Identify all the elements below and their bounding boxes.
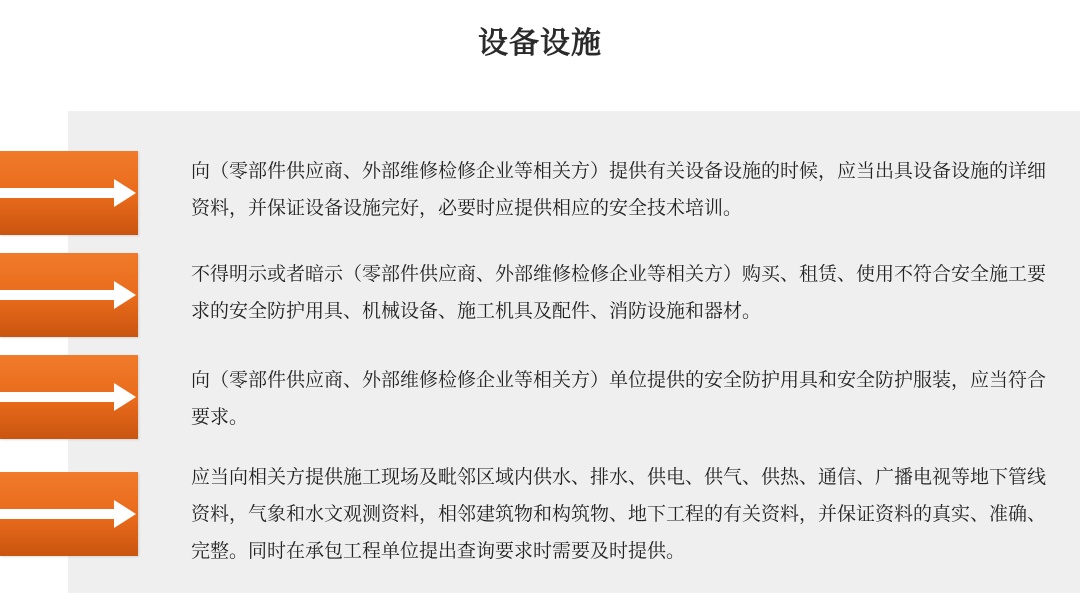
arrow-marker-4 (0, 472, 138, 556)
arrow-right-icon (0, 151, 138, 235)
item-text-2: 不得明示或者暗示（零部件供应商、外部维修检修企业等相关方）购买、租赁、使用不符合安全施工要求的安全防护用具、机械设备、施工机具及配件、消防设施和器材。 (191, 263, 1047, 322)
arrow-marker-2 (0, 253, 138, 337)
slide-title: 设备设施 (478, 26, 602, 61)
arrow-right-icon (0, 355, 138, 439)
item-text-1: 向（零部件供应商、外部维修检修企业等相关方）提供有关设备设施的时候，应当出具设备设施的详细资料，并保证设备设施完好，必要时应提供相应的安全技术培训。 (191, 160, 1047, 219)
arrow-marker-1 (0, 151, 138, 235)
arrow-right-icon (0, 472, 138, 556)
item-text-3: 向（零部件供应商、外部维修检修企业等相关方）单位提供的安全防护用具和安全防护服装，应当符合要求。 (191, 369, 1047, 428)
arrow-marker-3 (0, 355, 138, 439)
item-text-4: 应当向相关方提供施工现场及毗邻区域内供水、排水、供电、供气、供热、通信、广播电视等地下管线资料，气象和水文观测资料，相邻建筑物和构筑物、地下工程的有关资料，并保证资料的真实、准确、完整。同时在承包工程单位提出查询要求时需要及时提供。 (191, 466, 1047, 562)
arrow-right-icon (0, 253, 138, 337)
